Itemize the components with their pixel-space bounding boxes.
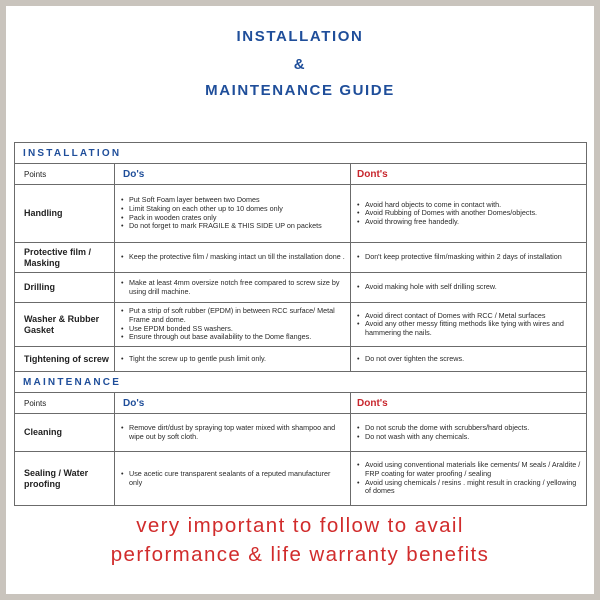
dos-cell xyxy=(115,185,351,243)
col-header-donts: Dont's xyxy=(351,164,587,185)
table-row-handling xyxy=(15,185,587,243)
list-item: • Put Soft Foam layer between two Domes xyxy=(121,196,345,205)
list-item: • Avoid using conventional materials like cements/ M seals / Araldite / FRP coating for water proofing / sealing xyxy=(357,461,581,478)
list-item: • Avoid Rubbing of Domes with another Domes/objects. xyxy=(357,209,581,218)
point-label: Drilling xyxy=(15,273,115,303)
dos-cell xyxy=(115,452,351,506)
list-item: • Keep the protective film / masking intact un till the installation done . xyxy=(121,253,345,262)
point-label: Tightening of screw xyxy=(15,347,115,372)
maintenance-column-headers xyxy=(15,393,587,414)
title-installation: INSTALLATION xyxy=(236,28,364,45)
list-item: • Do not scrub the dome with scrubbers/hard objects. xyxy=(357,424,581,433)
col-header-points: Points xyxy=(15,393,115,414)
table-row-washer-gasket xyxy=(15,303,587,347)
footer-line-1: very important to follow to avail xyxy=(136,514,464,537)
list-item: • Limit Staking on each other up to 10 domes only xyxy=(121,205,345,214)
page xyxy=(6,6,594,594)
list-item: • Use acetic cure transparent sealants of a reputed manufacturer only xyxy=(121,470,345,487)
donts-cell xyxy=(351,243,587,273)
list-item: • Tight the screw up to gentle push limit only. xyxy=(121,355,345,364)
list-item: • Avoid throwing free handedly. xyxy=(357,218,581,227)
list-item: • Make at least 4mm oversize notch free compared to screw size by using drill machine. xyxy=(121,279,345,296)
dos-cell xyxy=(115,303,351,347)
table-row-sealing xyxy=(15,452,587,506)
table-row-cleaning xyxy=(15,414,587,452)
list-item: • Don't keep protective film/masking within 2 days of installation xyxy=(357,253,581,262)
maintenance-section-header xyxy=(15,372,587,393)
col-header-donts: Dont's xyxy=(351,393,587,414)
list-item: • Avoid any other messy fitting methods like tying with wires and hammering the nails. xyxy=(357,320,581,337)
footer-line-2: performance & life warranty benefits xyxy=(110,543,490,566)
installation-section-title: INSTALLATION xyxy=(15,143,587,164)
installation-column-headers xyxy=(15,164,587,185)
list-item: • Avoid direct contact of Domes with RCC / Metal surfaces xyxy=(357,312,581,321)
list-item: • Avoid hard objects to come in contact with. xyxy=(357,201,581,210)
donts-cell xyxy=(351,414,587,452)
point-label: Cleaning xyxy=(15,414,115,452)
installation-section-header xyxy=(15,143,587,164)
list-item: • Do not wash with any chemicals. xyxy=(357,433,581,442)
list-item: • Put a strip of soft rubber (EPDM) in between RCC surface/ Metal Frame and dome. xyxy=(121,307,345,324)
col-header-dos: Do's xyxy=(115,393,351,414)
list-item: • Ensure through out base availability to the Dome flanges. xyxy=(121,333,345,342)
list-item: • Do not forget to mark FRAGILE & THIS SIDE UP on packets xyxy=(121,222,345,231)
point-label: Sealing / Water proofing xyxy=(15,452,115,506)
title-maintenance-guide: MAINTENANCE GUIDE xyxy=(205,82,395,99)
point-label: Handling xyxy=(15,185,115,243)
list-item: • Pack in wooden crates only xyxy=(121,214,345,223)
list-item: • Remove dirt/dust by spraying top water mixed with shampoo and wipe out by soft cloth. xyxy=(121,424,345,441)
dos-cell xyxy=(115,414,351,452)
list-item: • Avoid making hole with self drilling screw. xyxy=(357,283,581,292)
table-row-tightening xyxy=(15,347,587,372)
list-item: • Do not over tighten the screws. xyxy=(357,355,581,364)
donts-cell xyxy=(351,303,587,347)
point-label: Washer & Rubber Gasket xyxy=(15,303,115,347)
col-header-points: Points xyxy=(15,164,115,185)
dos-cell xyxy=(115,243,351,273)
maintenance-section-title: MAINTENANCE xyxy=(15,372,587,393)
donts-cell xyxy=(351,347,587,372)
list-item: • Use EPDM bonded SS washers. xyxy=(121,325,345,334)
table-row-protective-film xyxy=(15,243,587,273)
dos-cell xyxy=(115,347,351,372)
col-header-dos: Do's xyxy=(115,164,351,185)
point-label: Protective film / Masking xyxy=(15,243,115,273)
guide-table xyxy=(14,142,587,506)
list-item: • Avoid using chemicals / resins . might result in cracking / yellowing of domes xyxy=(357,479,581,496)
title-ampersand: & xyxy=(293,56,307,73)
donts-cell xyxy=(351,452,587,506)
table-row-drilling xyxy=(15,273,587,303)
donts-cell xyxy=(351,273,587,303)
dos-cell xyxy=(115,273,351,303)
donts-cell xyxy=(351,185,587,243)
